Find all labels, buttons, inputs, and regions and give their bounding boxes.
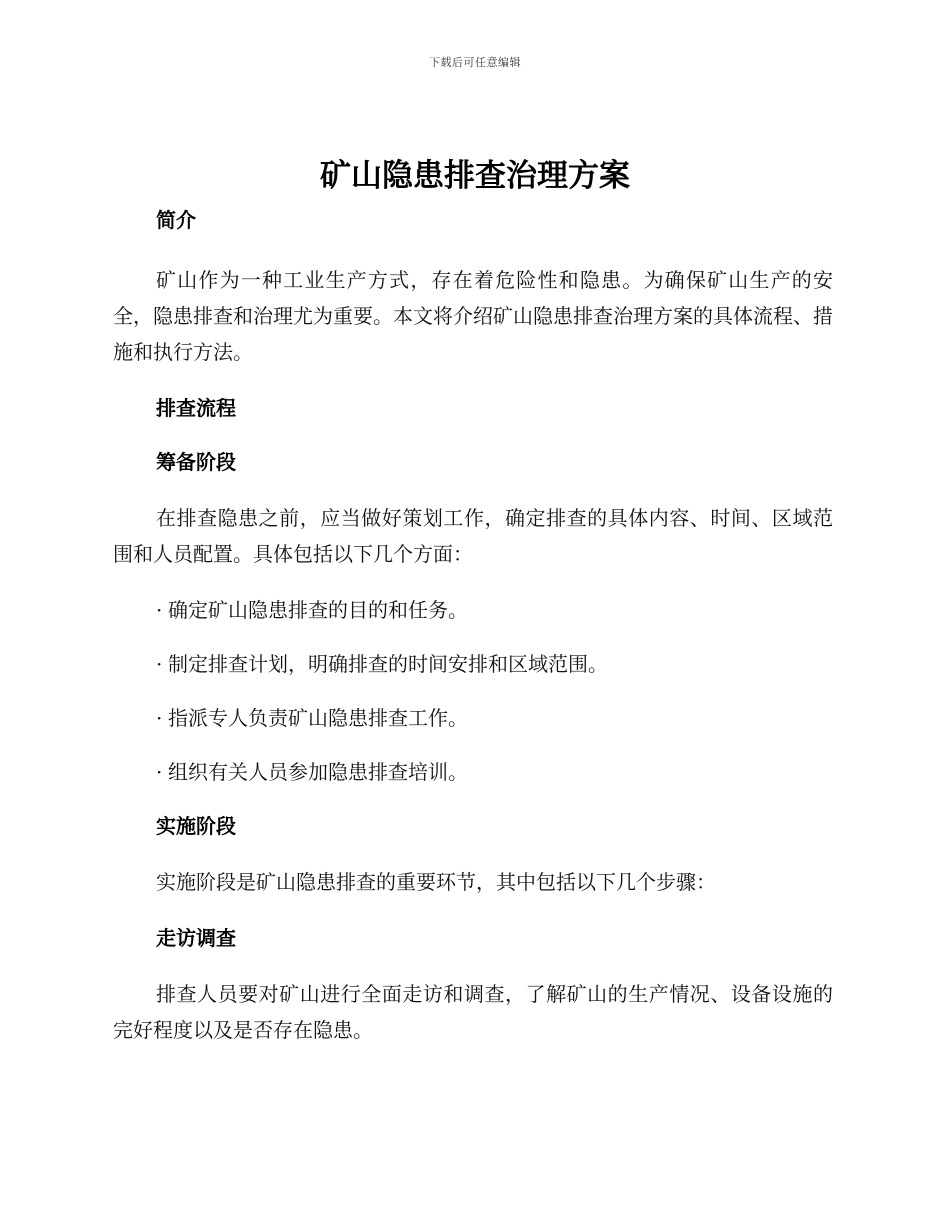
- header-note: 下载后可任意编辑: [429, 56, 521, 69]
- visit-paragraph: 排查人员要对矿山进行全面走访和调查，了解矿山的生产情况、设备设施的完好程度以及是否存在隐患。: [113, 982, 833, 1042]
- list-item: [113, 648, 833, 680]
- impl-paragraph: 实施阶段是矿山隐患排查的重要环节，其中包括以下几个步骤：: [156, 870, 716, 894]
- list-item: [113, 702, 833, 734]
- prep-paragraph: 在排查隐患之前，应当做好策划工作，确定排查的具体内容、时间、区域范围和人员配置。具体包括以下几个方面：: [113, 506, 833, 566]
- bullet-dot-icon: ·: [156, 652, 163, 676]
- section-heading-visit: 走访调查: [156, 926, 236, 950]
- list-item-text: 确定矿山隐患排查的目的和任务。: [168, 598, 468, 622]
- list-item: [113, 594, 833, 626]
- list-item-text: 制定排查计划，明确排查的时间安排和区域范围。: [168, 652, 608, 676]
- bullet-dot-icon: ·: [156, 706, 163, 730]
- bullet-dot-icon: ·: [156, 760, 163, 784]
- document-body: [113, 204, 833, 1048]
- list-item-text: 组织有关人员参加隐患排查培训。: [168, 760, 468, 784]
- intro-paragraph: 矿山作为一种工业生产方式，存在着危险性和隐患。为确保矿山生产的安全，隐患排查和治理尤为重要。本文将介绍矿山隐患排查治理方案的具体流程、措施和执行方法。: [113, 268, 833, 364]
- section-heading-process: 排查流程: [156, 396, 236, 420]
- section-heading-impl: 实施阶段: [156, 814, 236, 838]
- section-heading-intro: 简介: [156, 208, 196, 232]
- list-item-text: 指派专人负责矿山隐患排查工作。: [168, 706, 468, 730]
- list-item: [113, 756, 833, 788]
- bullet-dot-icon: ·: [156, 598, 163, 622]
- section-heading-prep: 筹备阶段: [156, 450, 236, 474]
- document-title: 矿山隐患排查治理方案: [320, 158, 630, 194]
